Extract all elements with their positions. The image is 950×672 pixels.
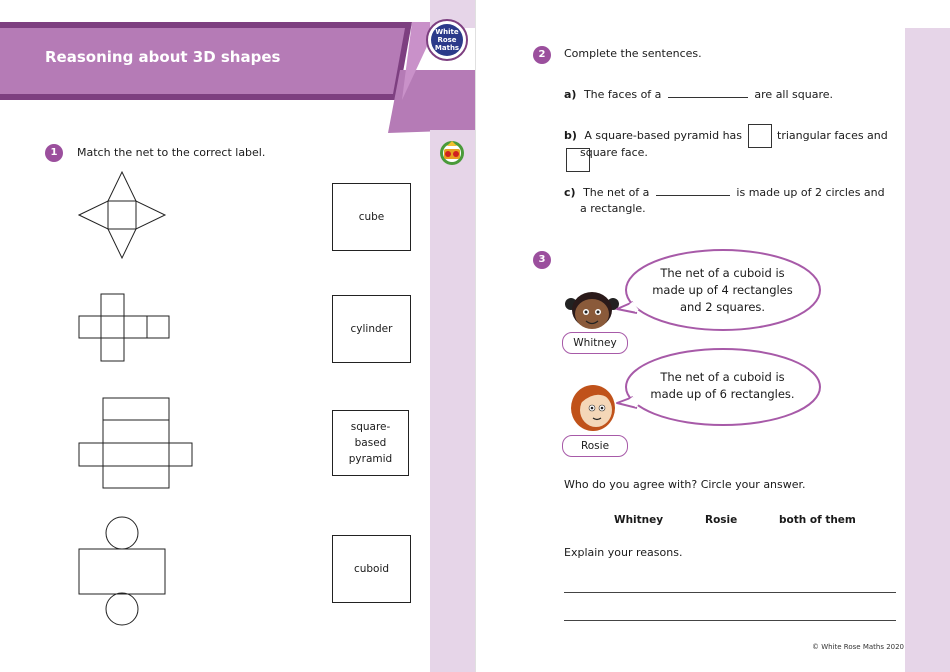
bubble-line: made up of 6 rectangles. [650,387,795,401]
logo-text-rose: Rose [437,36,457,44]
answer-blank[interactable] [668,97,748,98]
agree-question: Who do you agree with? Circle your answer. [564,478,806,491]
cube-net [78,293,173,363]
sentence-c [564,186,885,199]
sentence-text: The faces of a [583,88,662,101]
label-square-based-pyramid[interactable] [332,410,409,476]
explain-prompt: Explain your reasons. [564,546,683,559]
label-cylinder[interactable] [332,295,411,363]
logo-text-maths: Maths [434,44,460,52]
page-divider [475,0,476,672]
answer-line[interactable] [564,620,896,621]
answer-blank[interactable] [656,195,730,196]
choice-both[interactable]: both of them [779,514,856,526]
whitney-bubble-text [635,265,810,316]
sentence-text: triangular faces and [777,129,888,142]
pyramid-net [78,170,168,260]
label-text: cylinder [350,323,393,335]
question-prompt: Match the net to the correct label. [77,146,266,159]
question-number: 3 [533,251,551,269]
copyright-footer: © White Rose Maths 2020 [812,643,905,651]
rosie-name-tag: Rosie [562,435,628,457]
page-title: Reasoning about 3D shapes [45,48,281,66]
question-number: 1 [45,144,63,162]
part-letter: b) [564,129,577,142]
answer-box[interactable] [748,124,772,148]
reasoning-icon [438,138,466,166]
bubble-line: and 2 squares. [679,300,766,314]
right-side-band [905,28,950,672]
choice-rosie[interactable]: Rosie [705,514,738,526]
sentence-text: A square-based pyramid has [584,129,743,142]
bubble-line: made up of 4 rectangles [652,283,793,297]
label-cuboid[interactable] [332,535,411,603]
label-cube[interactable] [332,183,411,251]
question-prompt: Complete the sentences. [564,47,702,60]
sentence-c-line2: a rectangle. [580,202,646,215]
sentence-text: The net of a [583,186,650,199]
header-banner [0,0,480,140]
bubble-line: The net of a cuboid is [660,370,785,384]
sentence-a [564,88,833,101]
label-text: cube [358,211,385,223]
whitney-avatar [562,290,622,332]
cuboid-net [78,397,196,490]
whitney-name-tag: Whitney [562,332,628,354]
answer-line[interactable] [564,592,896,593]
sentence-text: are all square. [754,88,834,101]
sentence-text: is made up of 2 circles and [736,186,885,199]
question-number: 2 [533,46,551,64]
rosie-bubble-text [635,369,810,403]
part-letter: a) [564,88,577,101]
logo-text-white: White [435,28,459,36]
side-band [430,130,475,672]
choice-whitney[interactable]: Whitney [614,514,664,526]
bubble-line: The net of a cuboid is [660,266,785,280]
cylinder-net [78,515,168,627]
label-text: cuboid [353,563,390,575]
part-letter: c) [564,186,576,199]
white-rose-maths-logo [426,19,468,61]
rosie-avatar [568,380,618,432]
sentence-b-line2: square face. [580,146,648,159]
label-text: square-based pyramid [348,421,393,465]
